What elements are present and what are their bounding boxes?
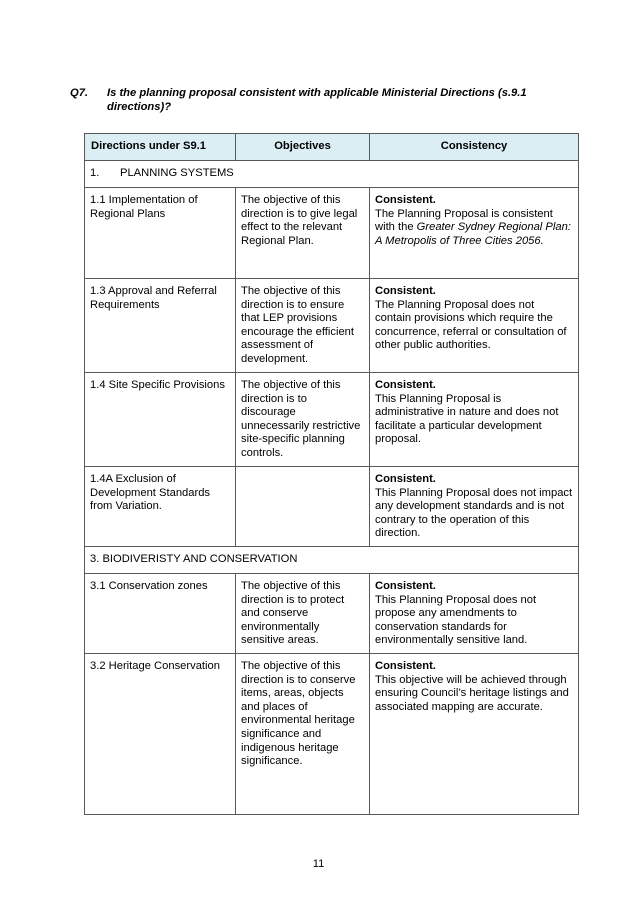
section-number: 1. — [90, 167, 100, 179]
direction-cell: 3.1 Conservation zones — [85, 574, 236, 654]
section-row-planning-systems — [85, 161, 579, 188]
question-heading — [70, 87, 570, 114]
consistency-text: This Planning Proposal does not propose any amendments to conservation standards for environmentally sensitive land. — [375, 593, 537, 647]
consistency-cell — [370, 188, 579, 279]
table-row — [85, 467, 579, 547]
consistency-text: This objective will be achieved through ensuring Council’s heritage listings and associated mapping are accurate. — [375, 673, 569, 713]
objective-cell: The objective of this direction is to give legal effect to the relevant Regional Plan. — [236, 188, 370, 279]
objective-cell: The objective of this direction is to conserve items, areas, objects and places of environmental heritage significance and indigenous heritage significance. — [236, 654, 370, 815]
consistency-plan-name: Greater Sydney Regional Plan: A Metropolis of Three Cities 2056. — [375, 221, 571, 247]
table-row — [85, 188, 579, 279]
question-number: Q7. — [70, 87, 89, 99]
consistency-cell — [370, 373, 579, 467]
header-directions: Directions under S9.1 — [85, 134, 236, 161]
header-objectives: Objectives — [236, 134, 370, 161]
consistency-cell — [370, 654, 579, 815]
direction-cell: 1.4A Exclusion of Development Standards from Variation. — [85, 467, 236, 547]
objective-cell: The objective of this direction is to protect and conserve environmentally sensitive areas. — [236, 574, 370, 654]
consistency-cell — [370, 279, 579, 373]
table-row — [85, 574, 579, 654]
page-number: 11 — [312, 858, 325, 870]
section-title: PLANNING SYSTEMS — [120, 167, 234, 179]
consistency-title: Consistent. — [375, 285, 436, 297]
table-row — [85, 654, 579, 815]
question-text: Is the planning proposal consistent with applicable Ministerial Directions (s.9.1 directions)? — [107, 87, 527, 113]
consistency-title: Consistent. — [375, 473, 436, 485]
table-header-row — [85, 134, 579, 161]
section-row-biodiversity — [85, 547, 579, 574]
consistency-cell — [370, 574, 579, 654]
consistency-title: Consistent. — [375, 660, 436, 672]
consistency-text: The Planning Proposal is consistent with the — [375, 207, 553, 234]
consistency-text: The Planning Proposal does not contain provisions which require the concurrence, referral or consultation of other public authorities. — [375, 298, 567, 352]
direction-cell: 1.4 Site Specific Provisions — [85, 373, 236, 467]
objective-cell: The objective of this direction is to ensure that LEP provisions encourage the efficient assessment of development. — [236, 279, 370, 373]
table-row — [85, 373, 579, 467]
consistency-text: This Planning Proposal does not impact any development standards and is not contrary to the operation of this direction. — [375, 486, 573, 540]
objective-cell — [236, 467, 370, 547]
directions-table — [84, 133, 579, 815]
consistency-cell — [370, 467, 579, 547]
consistency-title: Consistent. — [375, 379, 436, 391]
section-heading — [85, 161, 579, 188]
objective-cell: The objective of this direction is to discourage unnecessarily restrictive site-specific planning controls. — [236, 373, 370, 467]
consistency-text: This Planning Proposal is administrative in nature and does not facilitate a particular development proposal. — [375, 392, 559, 446]
consistency-title: Consistent. — [375, 194, 436, 206]
table-row — [85, 279, 579, 373]
header-consistency: Consistency — [370, 134, 579, 161]
consistency-title: Consistent. — [375, 580, 436, 592]
section-heading: 3. BIODIVERISTY AND CONSERVATION — [85, 547, 579, 574]
direction-cell: 1.1 Implementation of Regional Plans — [85, 188, 236, 279]
direction-cell: 1.3 Approval and Referral Requirements — [85, 279, 236, 373]
direction-cell: 3.2 Heritage Conservation — [85, 654, 236, 815]
